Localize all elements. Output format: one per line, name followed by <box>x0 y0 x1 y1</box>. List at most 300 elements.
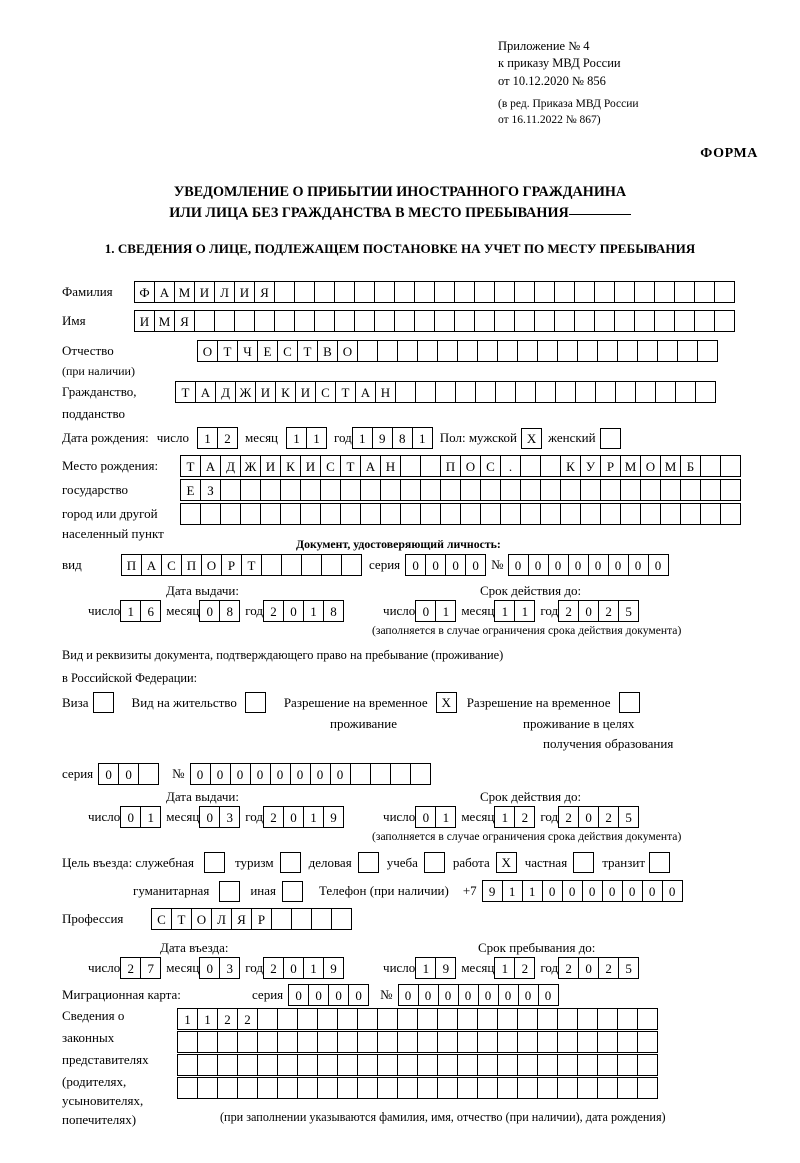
form-cell[interactable] <box>331 908 352 930</box>
form-cell[interactable]: 1 <box>494 806 515 828</box>
form-cell[interactable] <box>217 1077 238 1099</box>
form-cell[interactable] <box>514 281 535 303</box>
form-cell[interactable] <box>274 281 295 303</box>
form-cell[interactable] <box>600 503 621 525</box>
form-cell[interactable] <box>177 1054 198 1076</box>
form-cell[interactable]: 0 <box>283 806 304 828</box>
form-cell[interactable] <box>380 479 401 501</box>
form-cell[interactable]: О <box>640 455 661 477</box>
name-input[interactable] <box>134 310 734 332</box>
form-cell[interactable] <box>697 340 718 362</box>
form-cell[interactable]: Р <box>221 554 242 576</box>
form-cell[interactable]: 1 <box>502 880 523 902</box>
form-cell[interactable] <box>434 281 455 303</box>
form-cell[interactable]: И <box>295 381 316 403</box>
form-cell[interactable]: 8 <box>219 600 240 622</box>
form-cell[interactable] <box>440 479 461 501</box>
form-cell[interactable]: О <box>191 908 212 930</box>
form-cell[interactable]: 5 <box>618 806 639 828</box>
form-cell[interactable]: 5 <box>618 600 639 622</box>
form-cell[interactable] <box>557 340 578 362</box>
form-cell[interactable] <box>574 281 595 303</box>
form-cell[interactable] <box>617 1031 638 1053</box>
doc-valid-year-input[interactable] <box>558 600 638 622</box>
form-cell[interactable] <box>494 281 515 303</box>
form-cell[interactable]: Л <box>214 281 235 303</box>
form-cell[interactable] <box>334 310 355 332</box>
form-cell[interactable] <box>640 503 661 525</box>
form-cell[interactable] <box>540 455 561 477</box>
form-cell[interactable]: И <box>134 310 155 332</box>
form-cell[interactable] <box>634 310 655 332</box>
form-cell[interactable] <box>700 503 721 525</box>
form-cell[interactable] <box>317 1077 338 1099</box>
form-cell[interactable] <box>394 281 415 303</box>
form-cell[interactable]: И <box>260 455 281 477</box>
form-cell[interactable]: 9 <box>435 957 456 979</box>
form-cell[interactable] <box>640 479 661 501</box>
form-cell[interactable]: 1 <box>197 427 218 449</box>
form-cell[interactable] <box>397 1031 418 1053</box>
form-cell[interactable] <box>277 1077 298 1099</box>
form-cell[interactable] <box>377 1077 398 1099</box>
doc-valid-month-input[interactable] <box>494 600 534 622</box>
form-cell[interactable]: 0 <box>250 763 271 785</box>
form-cell[interactable]: Е <box>180 479 201 501</box>
temp-residence-checkbox[interactable]: X <box>436 692 457 713</box>
form-cell[interactable] <box>360 479 381 501</box>
form-cell[interactable]: Н <box>380 455 401 477</box>
form-cell[interactable] <box>617 1008 638 1030</box>
doc-valid-day-input[interactable] <box>415 600 455 622</box>
form-cell[interactable]: Т <box>241 554 262 576</box>
form-cell[interactable]: 0 <box>445 554 466 576</box>
form-cell[interactable] <box>597 1077 618 1099</box>
form-cell[interactable]: С <box>315 381 336 403</box>
purpose-other-checkbox[interactable] <box>282 881 303 902</box>
form-cell[interactable]: 2 <box>263 806 284 828</box>
form-cell[interactable]: 0 <box>283 600 304 622</box>
form-cell[interactable]: 2 <box>598 600 619 622</box>
form-cell[interactable] <box>520 479 541 501</box>
form-cell[interactable]: 0 <box>120 806 141 828</box>
form-cell[interactable] <box>357 340 378 362</box>
form-cell[interactable] <box>217 1054 238 1076</box>
form-cell[interactable] <box>397 1054 418 1076</box>
purpose-transit-checkbox[interactable] <box>649 852 670 873</box>
form-cell[interactable] <box>720 455 741 477</box>
form-cell[interactable] <box>341 554 362 576</box>
form-cell[interactable] <box>294 281 315 303</box>
form-cell[interactable] <box>257 1008 278 1030</box>
form-cell[interactable]: 2 <box>558 600 579 622</box>
form-cell[interactable] <box>138 763 159 785</box>
form-cell[interactable]: П <box>121 554 142 576</box>
migration-card-number-input[interactable] <box>398 984 558 1006</box>
form-cell[interactable] <box>377 1008 398 1030</box>
form-cell[interactable]: 0 <box>210 763 231 785</box>
form-cell[interactable] <box>281 554 302 576</box>
form-cell[interactable]: 0 <box>588 554 609 576</box>
form-cell[interactable] <box>370 763 391 785</box>
form-cell[interactable] <box>400 455 421 477</box>
form-cell[interactable] <box>180 503 201 525</box>
form-cell[interactable] <box>674 310 695 332</box>
legal-rep-line1-input[interactable] <box>177 1008 657 1030</box>
form-cell[interactable] <box>377 1031 398 1053</box>
form-cell[interactable]: 0 <box>528 554 549 576</box>
form-cell[interactable] <box>497 340 518 362</box>
form-cell[interactable]: 0 <box>478 984 499 1006</box>
residence-permit-checkbox[interactable] <box>245 692 266 713</box>
birthplace-line3-input[interactable] <box>180 503 740 525</box>
form-cell[interactable] <box>417 1077 438 1099</box>
permit-number-input[interactable] <box>190 763 430 785</box>
form-cell[interactable] <box>194 310 215 332</box>
form-cell[interactable] <box>457 1077 478 1099</box>
form-cell[interactable] <box>517 1008 538 1030</box>
form-cell[interactable]: 2 <box>237 1008 258 1030</box>
form-cell[interactable] <box>337 1008 358 1030</box>
form-cell[interactable]: С <box>320 455 341 477</box>
form-cell[interactable] <box>400 479 421 501</box>
form-cell[interactable] <box>437 1077 458 1099</box>
form-cell[interactable] <box>514 310 535 332</box>
stay-day-input[interactable] <box>415 957 455 979</box>
form-cell[interactable] <box>477 1031 498 1053</box>
entry-year-input[interactable] <box>263 957 343 979</box>
form-cell[interactable] <box>457 1054 478 1076</box>
form-cell[interactable] <box>615 381 636 403</box>
form-cell[interactable]: 1 <box>412 427 433 449</box>
permit-series-input[interactable] <box>98 763 158 785</box>
form-cell[interactable] <box>317 1008 338 1030</box>
form-cell[interactable] <box>280 479 301 501</box>
form-cell[interactable]: 2 <box>263 957 284 979</box>
form-cell[interactable] <box>455 381 476 403</box>
form-cell[interactable] <box>654 281 675 303</box>
birthplace-line1-input[interactable] <box>180 455 740 477</box>
form-cell[interactable] <box>300 503 321 525</box>
form-cell[interactable] <box>720 479 741 501</box>
form-cell[interactable]: 9 <box>372 427 393 449</box>
form-cell[interactable]: Я <box>174 310 195 332</box>
form-cell[interactable] <box>457 1008 478 1030</box>
form-cell[interactable] <box>634 281 655 303</box>
doc-series-input[interactable] <box>405 554 485 576</box>
form-cell[interactable] <box>350 763 371 785</box>
form-cell[interactable] <box>260 479 281 501</box>
form-cell[interactable]: Ч <box>237 340 258 362</box>
form-cell[interactable] <box>597 1054 618 1076</box>
form-cell[interactable] <box>420 455 441 477</box>
entry-day-input[interactable] <box>120 957 160 979</box>
form-cell[interactable] <box>594 310 615 332</box>
form-cell[interactable] <box>557 1008 578 1030</box>
form-cell[interactable] <box>197 1054 218 1076</box>
form-cell[interactable] <box>637 1054 658 1076</box>
form-cell[interactable]: У <box>580 455 601 477</box>
form-cell[interactable]: 0 <box>418 984 439 1006</box>
form-cell[interactable]: 1 <box>306 427 327 449</box>
form-cell[interactable] <box>415 381 436 403</box>
form-cell[interactable] <box>557 1031 578 1053</box>
form-cell[interactable]: 2 <box>558 806 579 828</box>
form-cell[interactable] <box>577 1054 598 1076</box>
form-cell[interactable] <box>437 1008 458 1030</box>
form-cell[interactable]: Ф <box>134 281 155 303</box>
form-cell[interactable]: Н <box>375 381 396 403</box>
form-cell[interactable]: 2 <box>598 957 619 979</box>
form-cell[interactable]: И <box>255 381 276 403</box>
permit-issue-year-input[interactable] <box>263 806 343 828</box>
form-cell[interactable]: 0 <box>578 806 599 828</box>
form-cell[interactable] <box>537 1054 558 1076</box>
patronymic-input[interactable] <box>197 340 717 362</box>
form-cell[interactable] <box>254 310 275 332</box>
form-cell[interactable] <box>477 1077 498 1099</box>
form-cell[interactable] <box>417 1031 438 1053</box>
form-cell[interactable]: 1 <box>303 806 324 828</box>
permit-valid-day-input[interactable] <box>415 806 455 828</box>
form-cell[interactable]: Л <box>211 908 232 930</box>
form-cell[interactable] <box>495 381 516 403</box>
form-cell[interactable] <box>515 381 536 403</box>
form-cell[interactable] <box>374 281 395 303</box>
form-cell[interactable]: 0 <box>308 984 329 1006</box>
doc-issue-year-input[interactable] <box>263 600 343 622</box>
form-cell[interactable] <box>540 479 561 501</box>
form-cell[interactable] <box>580 479 601 501</box>
form-cell[interactable] <box>297 1077 318 1099</box>
legal-rep-line4-input[interactable] <box>177 1077 657 1099</box>
form-cell[interactable]: О <box>201 554 222 576</box>
form-cell[interactable] <box>720 503 741 525</box>
purpose-business-checkbox[interactable] <box>358 852 379 873</box>
form-cell[interactable] <box>600 479 621 501</box>
form-cell[interactable] <box>614 310 635 332</box>
form-cell[interactable] <box>277 1031 298 1053</box>
form-cell[interactable]: А <box>200 455 221 477</box>
citizenship-input[interactable] <box>175 381 715 403</box>
form-cell[interactable]: А <box>355 381 376 403</box>
form-cell[interactable]: 1 <box>494 600 515 622</box>
form-cell[interactable]: И <box>234 281 255 303</box>
form-cell[interactable] <box>274 310 295 332</box>
form-cell[interactable] <box>234 310 255 332</box>
edu-residence-checkbox[interactable] <box>619 692 640 713</box>
form-cell[interactable]: И <box>194 281 215 303</box>
form-cell[interactable] <box>554 281 575 303</box>
purpose-service-checkbox[interactable] <box>204 852 225 873</box>
form-cell[interactable]: 2 <box>217 427 238 449</box>
form-cell[interactable]: 1 <box>435 600 456 622</box>
form-cell[interactable] <box>291 908 312 930</box>
form-cell[interactable]: 0 <box>190 763 211 785</box>
form-cell[interactable] <box>620 479 641 501</box>
form-cell[interactable]: 0 <box>270 763 291 785</box>
form-cell[interactable]: 0 <box>98 763 119 785</box>
form-cell[interactable]: 0 <box>602 880 623 902</box>
form-cell[interactable] <box>457 340 478 362</box>
form-cell[interactable] <box>277 1054 298 1076</box>
profession-input[interactable] <box>151 908 351 930</box>
form-cell[interactable]: З <box>200 479 221 501</box>
form-cell[interactable]: Я <box>254 281 275 303</box>
form-cell[interactable]: В <box>317 340 338 362</box>
form-cell[interactable] <box>657 340 678 362</box>
form-cell[interactable] <box>477 1008 498 1030</box>
form-cell[interactable] <box>220 479 241 501</box>
form-cell[interactable] <box>637 1008 658 1030</box>
form-cell[interactable] <box>480 479 501 501</box>
form-cell[interactable] <box>500 503 521 525</box>
form-cell[interactable] <box>557 1054 578 1076</box>
form-cell[interactable] <box>517 340 538 362</box>
birthplace-line2-input[interactable] <box>180 479 740 501</box>
form-cell[interactable]: Ж <box>235 381 256 403</box>
form-cell[interactable] <box>380 503 401 525</box>
form-cell[interactable]: 0 <box>348 984 369 1006</box>
form-cell[interactable] <box>655 381 676 403</box>
form-cell[interactable] <box>297 1008 318 1030</box>
form-cell[interactable]: Д <box>220 455 241 477</box>
form-cell[interactable] <box>197 1077 218 1099</box>
form-cell[interactable] <box>240 479 261 501</box>
form-cell[interactable] <box>417 340 438 362</box>
form-cell[interactable] <box>177 1031 198 1053</box>
form-cell[interactable] <box>261 554 282 576</box>
birth-year-input[interactable] <box>352 427 432 449</box>
form-cell[interactable]: Т <box>217 340 238 362</box>
form-cell[interactable]: 1 <box>352 427 373 449</box>
form-cell[interactable] <box>694 281 715 303</box>
form-cell[interactable] <box>675 381 696 403</box>
form-cell[interactable] <box>680 503 701 525</box>
form-cell[interactable] <box>357 1031 378 1053</box>
form-cell[interactable] <box>475 381 496 403</box>
form-cell[interactable]: М <box>620 455 641 477</box>
form-cell[interactable] <box>654 310 675 332</box>
form-cell[interactable]: Ж <box>240 455 261 477</box>
form-cell[interactable]: П <box>181 554 202 576</box>
form-cell[interactable] <box>460 479 481 501</box>
form-cell[interactable] <box>497 1008 518 1030</box>
form-cell[interactable]: Т <box>175 381 196 403</box>
form-cell[interactable] <box>574 310 595 332</box>
form-cell[interactable] <box>301 554 322 576</box>
form-cell[interactable]: 0 <box>118 763 139 785</box>
form-cell[interactable] <box>280 503 301 525</box>
form-cell[interactable] <box>617 340 638 362</box>
form-cell[interactable] <box>417 1054 438 1076</box>
form-cell[interactable] <box>260 503 281 525</box>
form-cell[interactable]: 1 <box>494 957 515 979</box>
form-cell[interactable] <box>354 310 375 332</box>
form-cell[interactable] <box>197 1031 218 1053</box>
form-cell[interactable]: 0 <box>465 554 486 576</box>
form-cell[interactable]: К <box>275 381 296 403</box>
form-cell[interactable] <box>617 1054 638 1076</box>
surname-input[interactable] <box>134 281 734 303</box>
form-cell[interactable]: 2 <box>217 1008 238 1030</box>
form-cell[interactable] <box>637 1077 658 1099</box>
birth-day-input[interactable] <box>197 427 237 449</box>
form-cell[interactable]: П <box>440 455 461 477</box>
form-cell[interactable]: 0 <box>283 957 304 979</box>
form-cell[interactable] <box>577 340 598 362</box>
legal-rep-line3-input[interactable] <box>177 1054 657 1076</box>
form-cell[interactable]: О <box>197 340 218 362</box>
form-cell[interactable] <box>257 1077 278 1099</box>
form-cell[interactable] <box>397 1008 418 1030</box>
form-cell[interactable] <box>580 503 601 525</box>
form-cell[interactable] <box>314 281 335 303</box>
form-cell[interactable] <box>400 503 421 525</box>
form-cell[interactable] <box>477 1054 498 1076</box>
form-cell[interactable] <box>414 310 435 332</box>
form-cell[interactable] <box>497 1077 518 1099</box>
form-cell[interactable]: 6 <box>140 600 161 622</box>
form-cell[interactable] <box>700 479 721 501</box>
form-cell[interactable] <box>320 479 341 501</box>
form-cell[interactable]: 0 <box>199 957 220 979</box>
form-cell[interactable] <box>321 554 342 576</box>
form-cell[interactable]: А <box>360 455 381 477</box>
form-cell[interactable] <box>297 1054 318 1076</box>
form-cell[interactable] <box>700 455 721 477</box>
form-cell[interactable] <box>454 281 475 303</box>
form-cell[interactable] <box>637 340 658 362</box>
form-cell[interactable] <box>395 381 416 403</box>
form-cell[interactable]: 1 <box>120 600 141 622</box>
form-cell[interactable]: 1 <box>177 1008 198 1030</box>
form-cell[interactable] <box>477 340 498 362</box>
form-cell[interactable] <box>517 1077 538 1099</box>
form-cell[interactable] <box>534 310 555 332</box>
form-cell[interactable] <box>437 1031 458 1053</box>
form-cell[interactable]: 2 <box>558 957 579 979</box>
form-cell[interactable] <box>257 1054 278 1076</box>
doc-number-input[interactable] <box>508 554 668 576</box>
doc-issue-month-input[interactable] <box>199 600 239 622</box>
form-cell[interactable] <box>394 310 415 332</box>
form-cell[interactable]: 0 <box>405 554 426 576</box>
form-cell[interactable] <box>354 281 375 303</box>
permit-valid-year-input[interactable] <box>558 806 638 828</box>
entry-month-input[interactable] <box>199 957 239 979</box>
form-cell[interactable]: 0 <box>662 880 683 902</box>
form-cell[interactable]: 0 <box>199 806 220 828</box>
form-cell[interactable] <box>575 381 596 403</box>
form-cell[interactable]: 0 <box>230 763 251 785</box>
form-cell[interactable]: Е <box>257 340 278 362</box>
form-cell[interactable]: 8 <box>323 600 344 622</box>
form-cell[interactable] <box>337 1077 358 1099</box>
form-cell[interactable] <box>340 479 361 501</box>
form-cell[interactable] <box>695 381 716 403</box>
permit-issue-day-input[interactable] <box>120 806 160 828</box>
form-cell[interactable] <box>437 1054 458 1076</box>
form-cell[interactable]: Т <box>180 455 201 477</box>
form-cell[interactable]: 3 <box>219 957 240 979</box>
form-cell[interactable] <box>237 1031 258 1053</box>
form-cell[interactable]: 0 <box>548 554 569 576</box>
form-cell[interactable] <box>517 1031 538 1053</box>
form-cell[interactable]: 1 <box>435 806 456 828</box>
form-cell[interactable] <box>714 281 735 303</box>
form-cell[interactable]: 1 <box>514 600 535 622</box>
